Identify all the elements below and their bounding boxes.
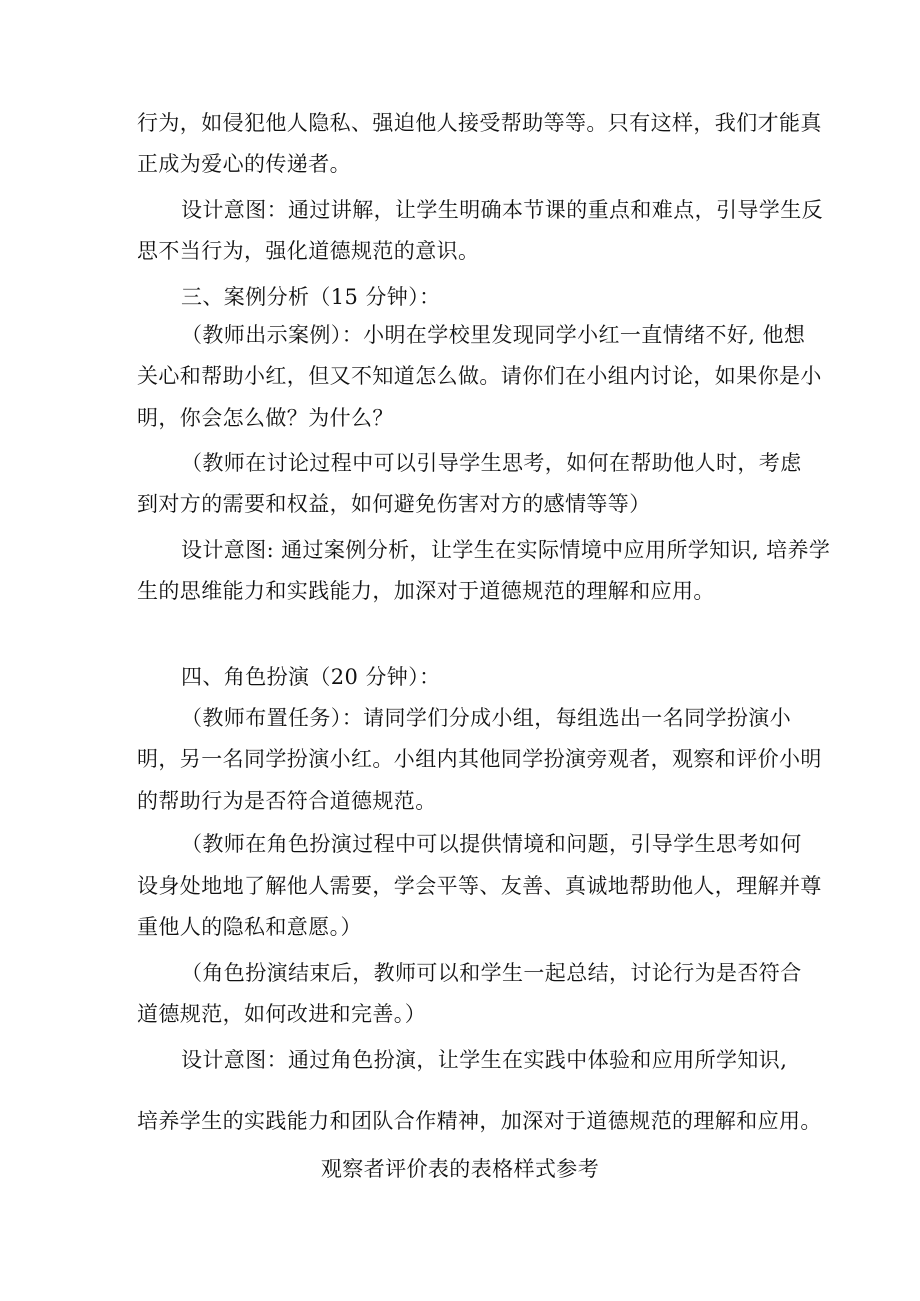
text-line: 设计意图：通过讲解，让学生明确本节课的重点和难点，引导学生反: [181, 198, 823, 222]
text-line: 设计意图: 通过案例分析，让学生在实际情境中应用所学知识, 培养学: [181, 538, 831, 562]
text-line: （教师在讨论过程中可以引导学生思考，如何在帮助他人时，考虑: [181, 451, 802, 475]
text-line: （教师在角色扮演过程中可以提供情境和问题，引导学生思考如何: [181, 832, 802, 856]
text-line: 明，另一名同学扮演小红。小组内其他同学扮演旁观者，观察和评价小明: [137, 747, 822, 771]
text-line: 明，你会怎么做？为什么？: [137, 406, 394, 430]
text-line: 道德规范，如何改进和完善。）: [137, 1002, 427, 1026]
text-line: 培养学生的实践能力和团队合作精神，加深对于道德规范的理解和应用。: [137, 1109, 822, 1133]
text-line: （教师出示案例）：小明在学校里发现同学小红一直情绪不好, 他想: [181, 323, 806, 347]
text-line: 设身处地地了解他人需要，学会平等、友善、真诚地帮助他人，理解并尊: [137, 874, 822, 898]
text-line: 正成为爱心的传递者。: [137, 152, 351, 176]
text-line: 思不当行为，强化道德规范的意识。: [137, 239, 480, 263]
text-line: （角色扮演结束后，教师可以和学生一起总结，讨论行为是否符合: [181, 961, 802, 985]
text-line: 关心和帮助小红，但又不知道怎么做。请你们在小组内讨论，如果你是小: [137, 364, 822, 388]
table-caption: 观察者评价表的表格样式参考: [320, 1157, 600, 1181]
text-line: 到对方的需要和权益，如何避免伤害对方的感情等等）: [137, 492, 651, 516]
section-heading: 四、角色扮演（20 分钟）：: [181, 665, 441, 689]
text-line: 行为，如侵犯他人隐私、强迫他人接受帮助等等。只有这样，我们才能真: [137, 111, 822, 135]
text-line: 生的思维能力和实践能力，加深对于道德规范的理解和应用。: [137, 579, 715, 603]
section-heading: 三、案例分析（15 分钟）：: [181, 285, 441, 309]
text-line: 重他人的隐私和意愿。）: [137, 915, 362, 939]
text-line: 的帮助行为是否符合道德规范。: [137, 789, 437, 813]
text-line: 设计意图：通过角色扮演，让学生在实践中体验和应用所学知识,: [181, 1048, 788, 1072]
text-line: （教师布置任务）：请同学们分成小组，每组选出一名同学扮演小: [181, 706, 792, 730]
